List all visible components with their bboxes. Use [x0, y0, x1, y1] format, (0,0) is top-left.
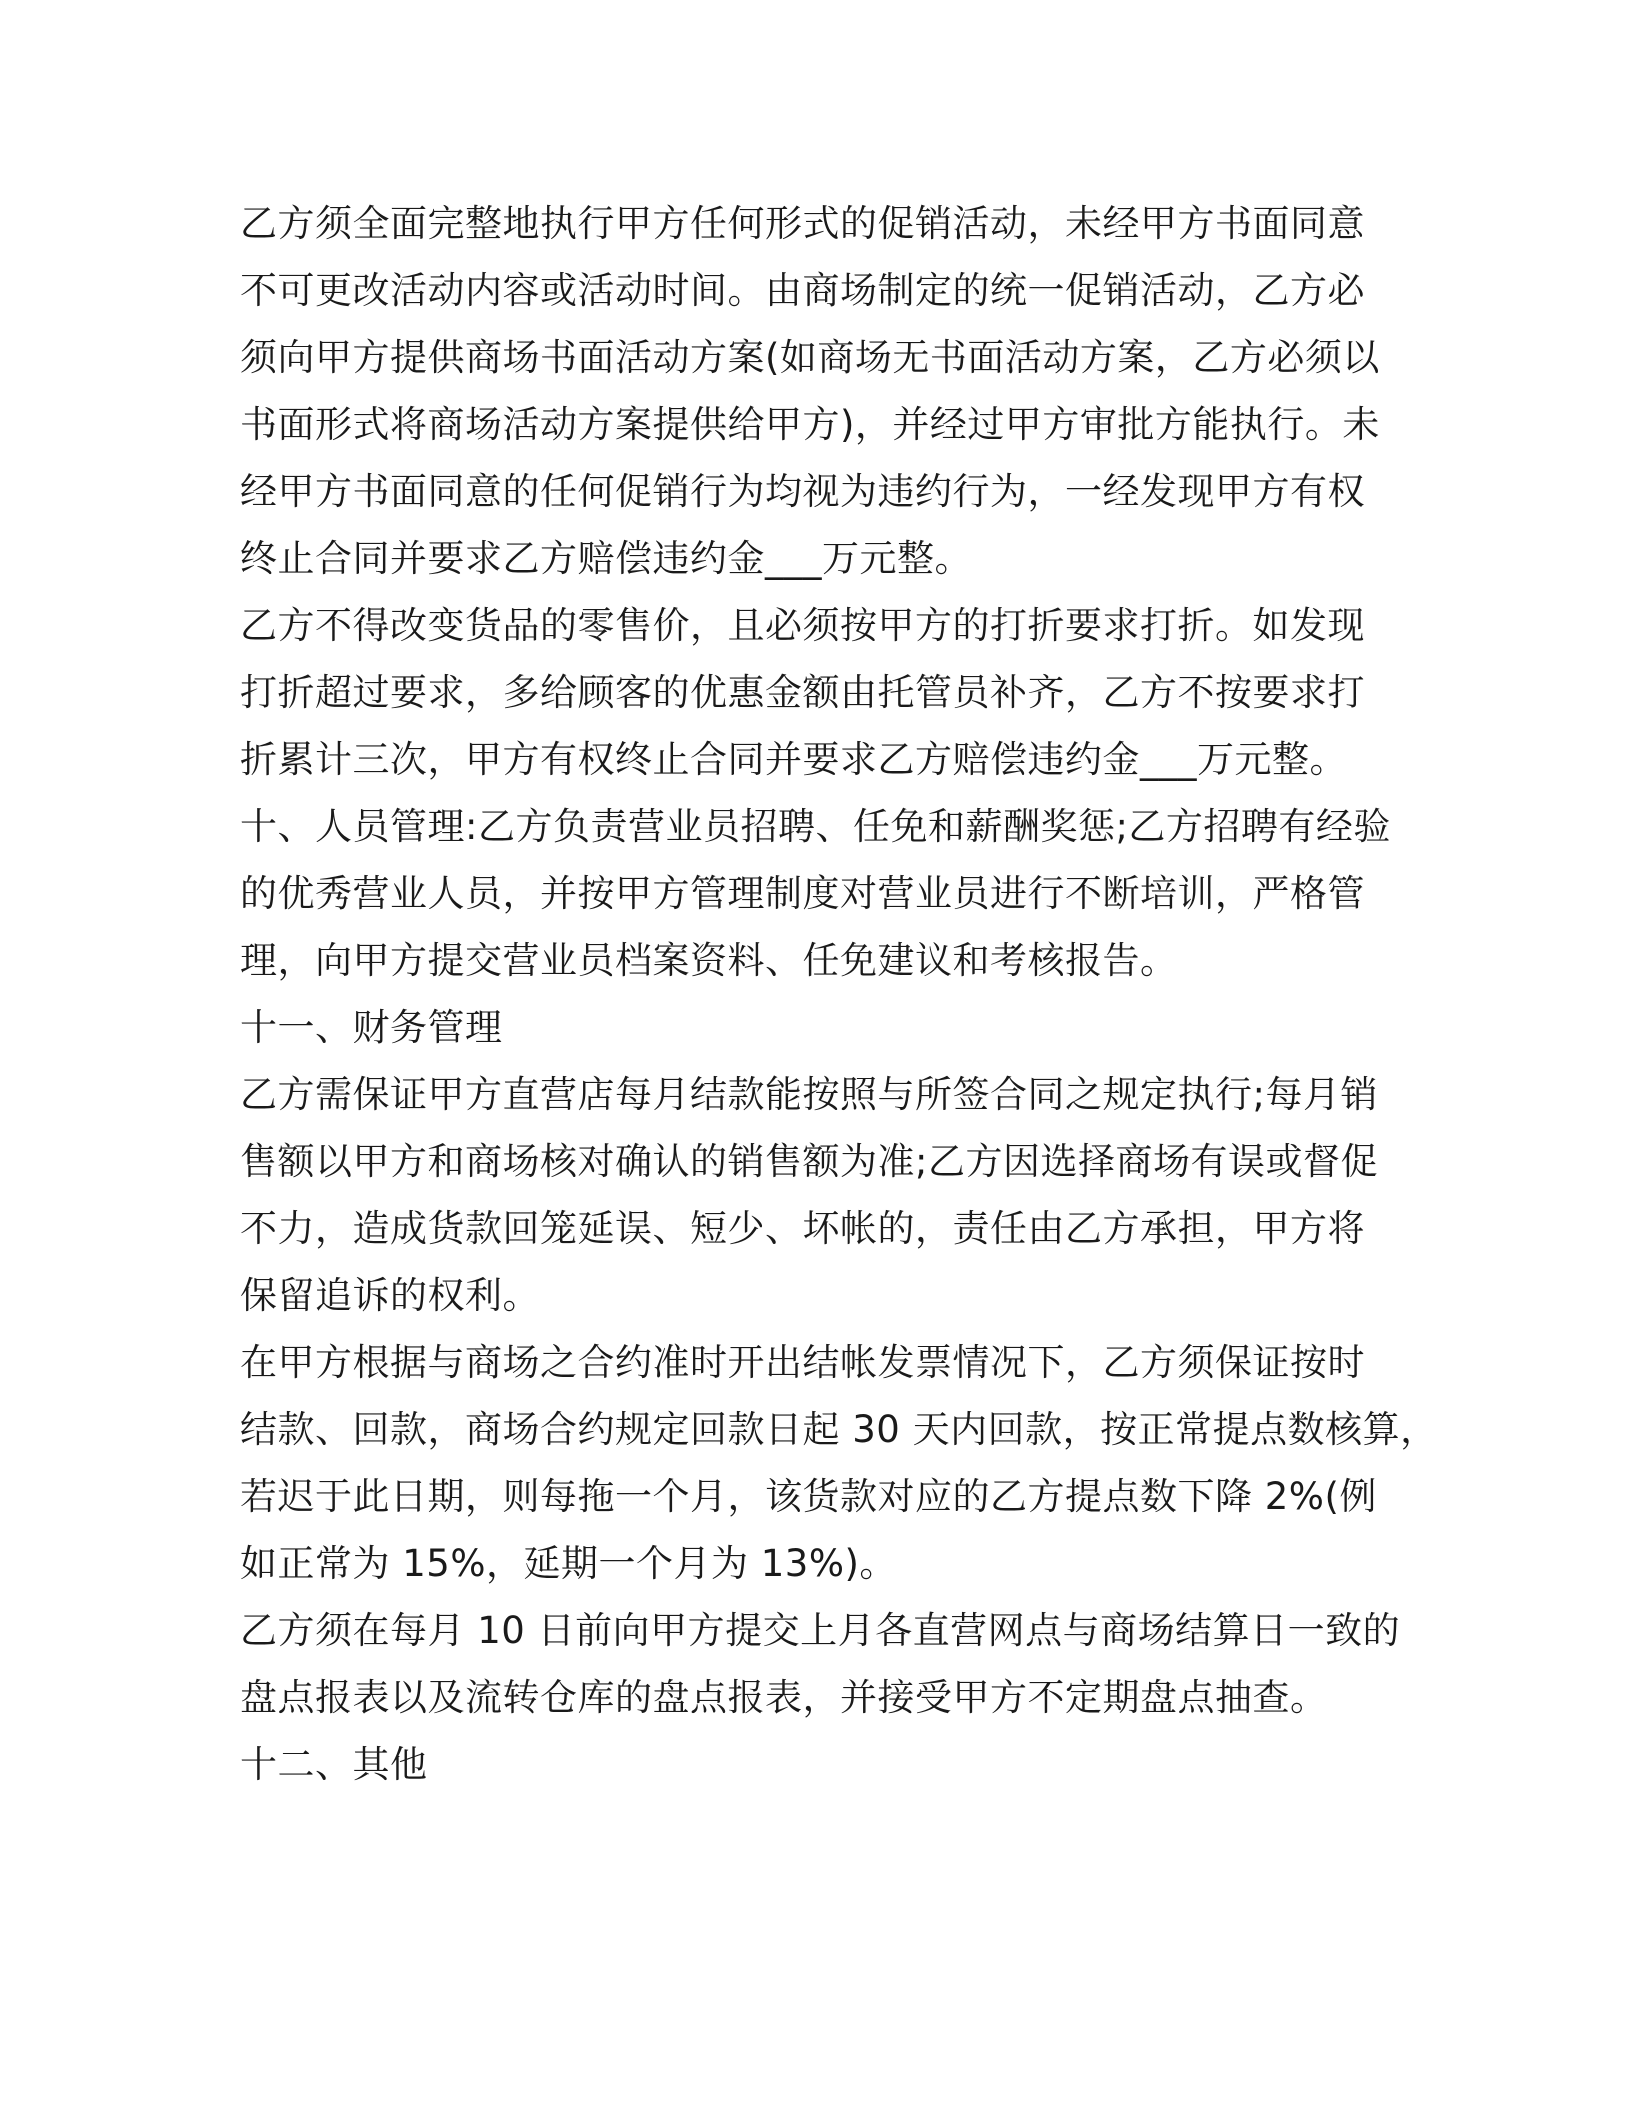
- text-line: 须向甲方提供商场书面活动方案(如商场无书面活动方案，乙方必须以: [240, 336, 1380, 379]
- text-line: 理，向甲方提交营业员档案资料、任免建议和考核报告。: [240, 939, 1178, 982]
- text-line: 若迟于此日期，则每拖一个月，该货款对应的乙方提点数下降 2%(例: [240, 1475, 1377, 1518]
- text-line: 保留追诉的权利。: [240, 1274, 540, 1317]
- text-line: 售额以甲方和商场核对确认的销售额为准;乙方因选择商场有误或督促: [240, 1140, 1378, 1183]
- text-line: 乙方须全面完整地执行甲方任何形式的促销活动，未经甲方书面同意: [240, 202, 1365, 245]
- section-heading-10: 十、人员管理:乙方负责营业员招聘、任免和薪酬奖惩;乙方招聘有经验: [240, 805, 1391, 848]
- text-line: 乙方须在每月 10 日前向甲方提交上月各直营网点与商场结算日一致的: [240, 1609, 1401, 1652]
- text-line: 盘点报表以及流转仓库的盘点报表，并接受甲方不定期盘点抽查。: [240, 1676, 1328, 1719]
- text-line: 结款、回款，商场合约规定回款日起 30 天内回款，按正常提点数核算，: [240, 1408, 1438, 1451]
- text-line: 不力，造成货款回笼延误、短少、坏帐的，责任由乙方承担，甲方将: [240, 1207, 1365, 1250]
- text-line: 在甲方根据与商场之合约准时开出结帐发票情况下，乙方须保证按时: [240, 1341, 1365, 1384]
- text-line: 不可更改活动内容或活动时间。由商场制定的统一促销活动，乙方必: [240, 269, 1365, 312]
- text-line: 打折超过要求，多给顾客的优惠金额由托管员补齐，乙方不按要求打: [240, 671, 1365, 714]
- section-heading-12: 十二、其他: [240, 1743, 428, 1786]
- text-line: 如正常为 15%，延期一个月为 13%)。: [240, 1542, 897, 1585]
- text-line: 的优秀营业人员，并按甲方管理制度对营业员进行不断培训，严格管: [240, 872, 1365, 915]
- text-line: 乙方不得改变货品的零售价，且必须按甲方的打折要求打折。如发现: [240, 604, 1365, 647]
- text-line: 经甲方书面同意的任何促销行为均视为违约行为，一经发现甲方有权: [240, 470, 1365, 513]
- text-line: 乙方需保证甲方直营店每月结款能按照与所签合同之规定执行;每月销: [240, 1073, 1378, 1116]
- document-body: [240, 190, 1438, 1798]
- text-line: 折累计三次，甲方有权终止合同并要求乙方赔偿违约金___万元整。: [240, 738, 1347, 781]
- text-line: 终止合同并要求乙方赔偿违约金___万元整。: [240, 537, 972, 580]
- text-line: 书面形式将商场活动方案提供给甲方)，并经过甲方审批方能执行。未: [240, 403, 1380, 446]
- section-heading-11: 十一、财务管理: [240, 1006, 503, 1049]
